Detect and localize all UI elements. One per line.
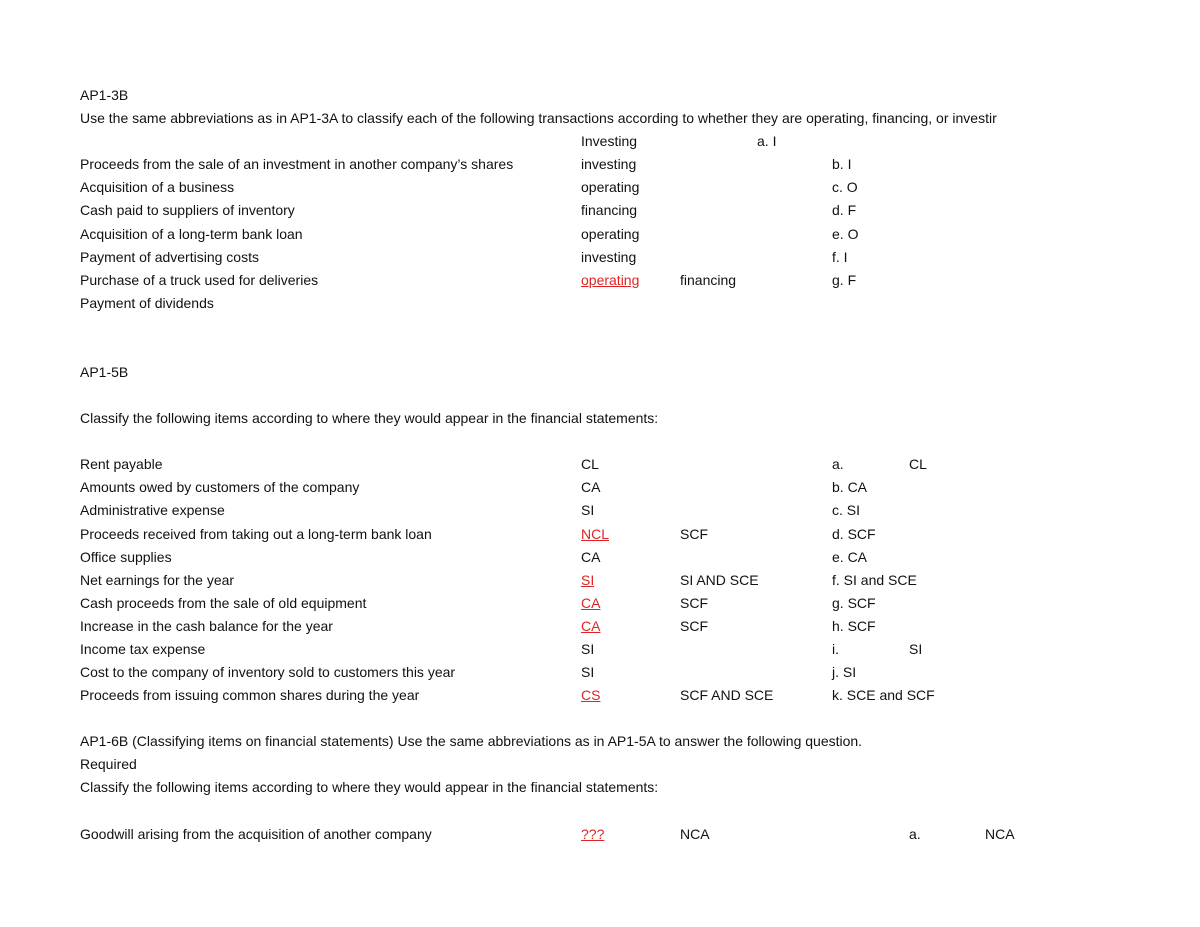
ap15b-row-col2: SCF (680, 595, 708, 611)
ap15b-row-letter: c. SI (832, 502, 861, 518)
ap16b-row-letter: a. (909, 826, 921, 842)
ap13b-row-answer: b. I (832, 156, 852, 172)
ap13b-row-col2: financing (680, 272, 737, 288)
ap15b-row-item: Amounts owed by customers of the company (80, 479, 360, 495)
ap13b-instruction: Use the same abbreviations as in AP1-3A to classify each of the following transactions according to whether they are operating, financing, or investir (80, 110, 997, 126)
ap16b-heading: AP1-6B (Classifying items on financial statements) Use the same abbreviations as in AP1-5A to answer the following question. (80, 733, 863, 749)
ap15b-row-letter: j. SI (832, 664, 857, 680)
ap13b-row-answer: c. O (832, 179, 858, 195)
ap15b-row-item: Increase in the cash balance for the year (80, 618, 333, 634)
ap15b-row-letter: d. SCF (832, 526, 876, 542)
ap15b-row-col1-highlight: CA (581, 618, 601, 634)
ap13b-row-item: Payment of dividends (80, 295, 214, 311)
ap15b-row-letter: k. SCE and SCF (832, 687, 935, 703)
ap15b-instruction: Classify the following items according to where they would appear in the financial statements: (80, 410, 659, 426)
ap15b-row-col1: CA (581, 549, 601, 565)
ap13b-row-col1: investing (581, 249, 637, 265)
ap16b-instruction: Classify the following items according to where they would appear in the financial statements: (80, 779, 659, 795)
ap15b-heading: AP1-5B (80, 364, 129, 380)
ap15b-row-col1: CL (581, 456, 599, 472)
ap13b-row-col1: investing (581, 156, 637, 172)
ap13b-row-item: Acquisition of a long-term bank loan (80, 226, 303, 242)
ap16b-required: Required (80, 756, 137, 772)
ap13b-row-item: Purchase of a truck used for deliveries (80, 272, 319, 288)
ap13b-row-col1: operating (581, 226, 640, 242)
ap13b-row-col1: operating (581, 179, 640, 195)
ap15b-row-item: Net earnings for the year (80, 572, 235, 588)
ap15b-row-item: Income tax expense (80, 641, 206, 657)
ap15b-row-col1: CA (581, 479, 601, 495)
ap15b-row-col2: SCF AND SCE (680, 687, 774, 703)
ap15b-row-item: Rent payable (80, 456, 163, 472)
ap15b-row-letter: g. SCF (832, 595, 876, 611)
ap15b-row-answer: CL (909, 456, 927, 472)
ap15b-row-item: Proceeds received from taking out a long-term bank loan (80, 526, 432, 542)
ap13b-row-item: Proceeds from the sale of an investment in another company’s shares (80, 156, 514, 172)
ap15b-row-item: Cost to the company of inventory sold to customers this year (80, 664, 456, 680)
ap13b-header-col1: Investing (581, 133, 638, 149)
ap13b-header-answer: a. I (757, 133, 777, 149)
ap13b-row-col1-highlight: operating (581, 272, 640, 288)
ap15b-row-col1-highlight: SI (581, 572, 595, 588)
ap15b-row-col1-highlight: NCL (581, 526, 610, 542)
ap15b-row-letter: e. CA (832, 549, 868, 565)
ap13b-row-item: Acquisition of a business (80, 179, 235, 195)
ap13b-row-col1: financing (581, 202, 638, 218)
ap13b-row-answer: d. F (832, 202, 857, 218)
ap15b-row-col1-highlight: CS (581, 687, 601, 703)
ap15b-row-letter: b. CA (832, 479, 868, 495)
ap13b-row-answer: e. O (832, 226, 859, 242)
ap15b-row-item: Administrative expense (80, 502, 225, 518)
ap15b-row-col2: SCF (680, 618, 708, 634)
ap15b-row-letter: i. (832, 641, 839, 657)
ap15b-row-letter: h. SCF (832, 618, 876, 634)
ap15b-row-item: Office supplies (80, 549, 172, 565)
ap15b-row-letter: a. (832, 456, 844, 472)
ap16b-row-item: Goodwill arising from the acquisition of another company (80, 826, 432, 842)
ap13b-row-answer: g. F (832, 272, 857, 288)
ap15b-row-col1: SI (581, 664, 595, 680)
ap15b-row-col1-highlight: CA (581, 595, 601, 611)
ap16b-row-answer: NCA (985, 826, 1015, 842)
ap16b-row-col1-highlight: ??? (581, 826, 605, 842)
ap15b-row-letter: f. SI and SCE (832, 572, 917, 588)
ap15b-row-item: Proceeds from issuing common shares during the year (80, 687, 420, 703)
ap13b-row-answer: f. I (832, 249, 848, 265)
ap15b-row-col1: SI (581, 641, 595, 657)
ap15b-row-col2: SI AND SCE (680, 572, 759, 588)
ap15b-row-item: Cash proceeds from the sale of old equipment (80, 595, 367, 611)
ap15b-row-answer: SI (909, 641, 923, 657)
ap13b-heading: AP1-3B (80, 87, 129, 103)
ap15b-row-col2: SCF (680, 526, 708, 542)
ap13b-row-item: Cash paid to suppliers of inventory (80, 202, 295, 218)
ap13b-row-item: Payment of advertising costs (80, 249, 259, 265)
ap15b-row-col1: SI (581, 502, 595, 518)
ap16b-row-col2: NCA (680, 826, 710, 842)
